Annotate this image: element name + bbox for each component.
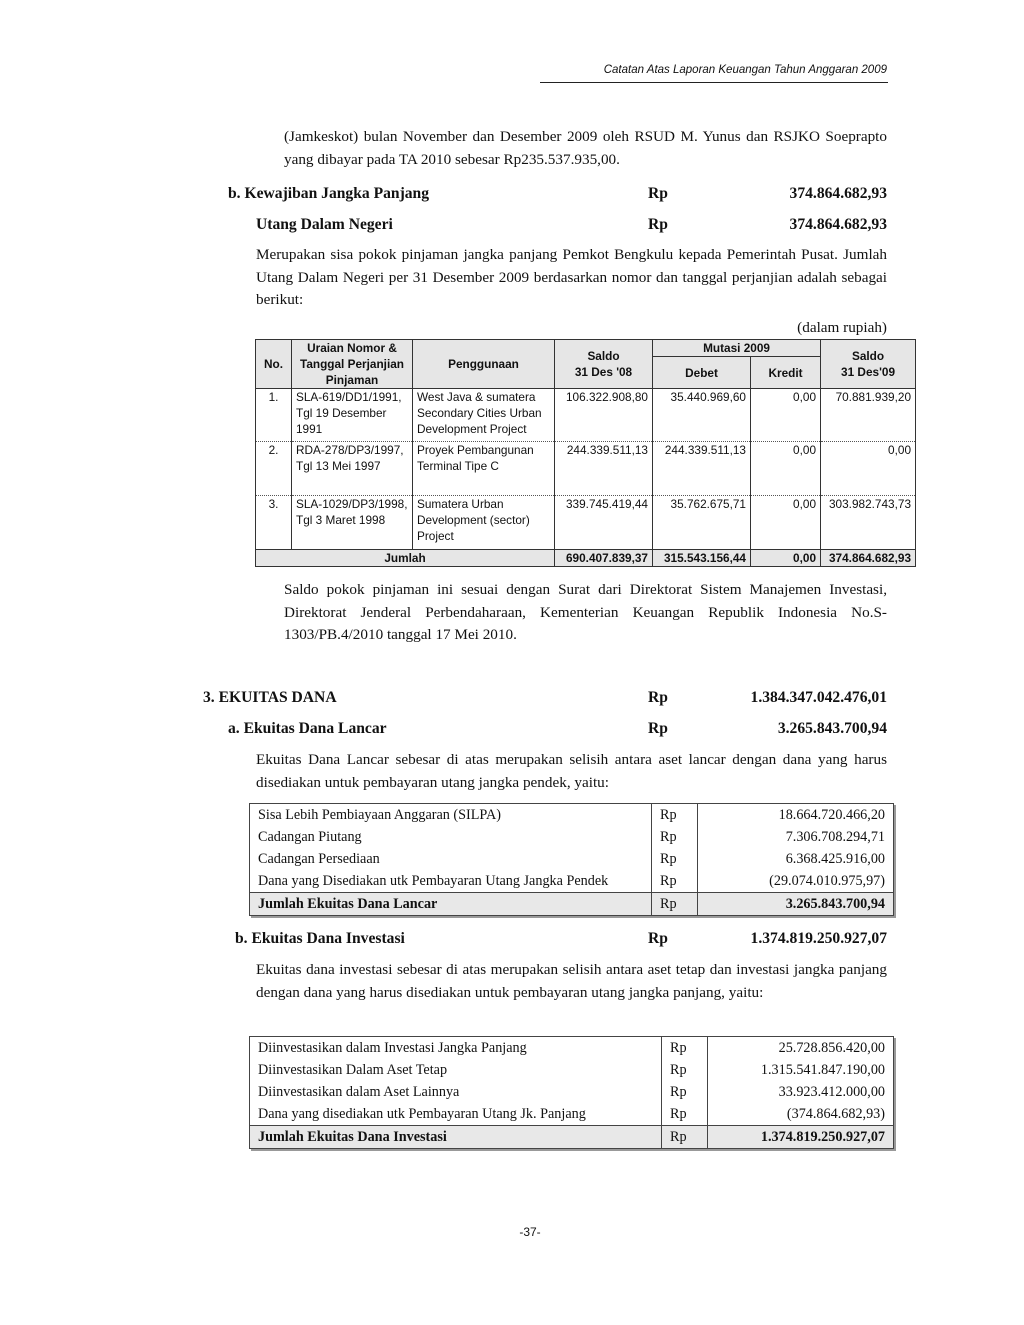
lancar-amount: 3.265.843.700,94 <box>777 720 887 737</box>
table-row: Cadangan Piutang Rp 7.306.708.294,71 <box>250 826 894 848</box>
col-debet-header: Debet <box>653 357 751 389</box>
loan-total-row: Jumlah 690.407.839,37 315.543.156,44 0,00 374.864.682,93 <box>256 550 916 567</box>
table-row: Diinvestasikan dalam Investasi Jangka Panjang Rp 25.728.856.420,00 <box>250 1037 894 1060</box>
lancar-total-row: Jumlah Ekuitas Dana Lancar Rp 3.265.843.700,94 <box>250 893 894 916</box>
table-row: 3. SLA-1029/DP3/1998, Tgl 3 Maret 1998 Sumatera Urban Development (sector) Project 339.745.419,44 35.762.675,71 0,00 303.982.743,73 <box>256 496 916 550</box>
investasi-amount: 1.374.819.250.927,07 <box>750 930 887 947</box>
kewajiban-label: b. Kewajiban Jangka Panjang <box>228 185 430 202</box>
utang-label: Utang Dalam Negeri <box>256 216 393 233</box>
kewajiban-heading <box>228 183 887 205</box>
investasi-label: b. Ekuitas Dana Investasi <box>235 930 405 947</box>
intro-paragraph: (Jamkeskot) bulan November dan Desember 2009 oleh RSUD M. Yunus dan RSJKO Soeprapto yang dibayar pada TA 2010 sebesar Rp235.537.935,00. <box>284 128 887 168</box>
ekuitas-currency: Rp <box>648 689 668 706</box>
investasi-heading <box>235 928 887 950</box>
page-number: -37- <box>519 1225 541 1239</box>
lancar-table <box>249 803 894 916</box>
col-penggunaan-header: Penggunaan <box>413 340 555 389</box>
investasi-currency: Rp <box>648 930 668 947</box>
header-rule <box>540 82 888 83</box>
table-row: Dana yang Disediakan utk Pembayaran Utang Jangka Pendek Rp (29.074.010.975,97) <box>250 870 894 893</box>
table-row: Diinvestasikan Dalam Aset Tetap Rp 1.315.541.847.190,00 <box>250 1059 894 1081</box>
unit-note: (dalam rupiah) <box>797 319 887 336</box>
table-row: Dana yang disediakan utk Pembayaran Utang Jk. Panjang Rp (374.864.682,93) <box>250 1103 894 1126</box>
ekuitas-amount: 1.384.347.042.476,01 <box>750 689 887 706</box>
table-row: Sisa Lebih Pembiayaan Anggaran (SILPA) Rp 18.664.720.466,20 <box>250 804 894 827</box>
utang-heading <box>256 214 887 236</box>
col-no-header: No. <box>256 340 292 389</box>
investasi-total-row: Jumlah Ekuitas Dana Investasi Rp 1.374.819.250.927,07 <box>250 1126 894 1149</box>
utang-amount: 374.864.682,93 <box>789 216 887 233</box>
lancar-heading <box>228 718 887 740</box>
loan-table <box>255 339 916 567</box>
utang-paragraph: Merupakan sisa pokok pinjaman jangka panjang Pemkot Bengkulu kepada Pemerintah Pusat. Jumlah Utang Dalam Negeri per 31 Desember 2009 berdasarkan nomor dan tanggal perjanjian adalah sebagai berikut: <box>256 246 887 308</box>
col-kredit-header: Kredit <box>751 357 821 389</box>
saldo-paragraph: Saldo pokok pinjaman ini sesuai dengan Surat dari Direktorat Sistem Manajemen Investasi, Direktorat Jenderal Perbendaharaan, Kementerian Keuangan Republik Indonesia No.S-1303/PB.4/2010 tanggal 17 Mei 2010. <box>284 581 887 643</box>
lancar-paragraph: Ekuitas Dana Lancar sebesar di atas merupakan selisih antara aset lancar dengan dana yang harus disediakan untuk pembayaran utang jangka pendek, yaitu: <box>256 751 887 791</box>
kewajiban-currency: Rp <box>648 185 668 202</box>
table-row: 2. RDA-278/DP3/1997, Tgl 13 Mei 1997 Proyek Pembangunan Terminal Tipe C 244.339.511,13 244.339.511,13 0,00 0,00 <box>256 442 916 496</box>
investasi-paragraph: Ekuitas dana investasi sebesar di atas merupakan selisih antara aset tetap dan investasi jangka panjang dengan dana yang harus disediakan untuk pembayaran utang jangka panjang, yaitu: <box>256 961 887 1001</box>
investasi-table <box>249 1036 894 1149</box>
col-saldo-akhir-header: Saldo 31 Des'09 <box>821 340 916 389</box>
lancar-currency: Rp <box>648 720 668 737</box>
col-saldo-awal-header: Saldo 31 Des '08 <box>555 340 653 389</box>
lancar-label: a. Ekuitas Dana Lancar <box>228 720 387 737</box>
table-row: 1. SLA-619/DD1/1991, Tgl 19 Desember 1991 West Java & sumatera Secondary Cities Urban Development Project 106.322.908,80 35.440.969,60 0,00 70.881.939,20 <box>256 389 916 442</box>
ekuitas-label: 3. EKUITAS DANA <box>203 689 337 706</box>
utang-currency: Rp <box>648 216 668 233</box>
ekuitas-heading <box>203 687 887 709</box>
running-header: Catatan Atas Laporan Keuangan Tahun Anggaran 2009 <box>603 64 887 76</box>
col-mutasi-header: Mutasi 2009 <box>653 340 821 357</box>
col-uraian-header: Uraian Nomor & Tanggal Perjanjian Pinjaman <box>292 340 413 389</box>
table-row: Cadangan Persediaan Rp 6.368.425.916,00 <box>250 848 894 870</box>
kewajiban-amount: 374.864.682,93 <box>789 185 887 202</box>
table-row: Diinvestasikan dalam Aset Lainnya Rp 33.923.412.000,00 <box>250 1081 894 1103</box>
